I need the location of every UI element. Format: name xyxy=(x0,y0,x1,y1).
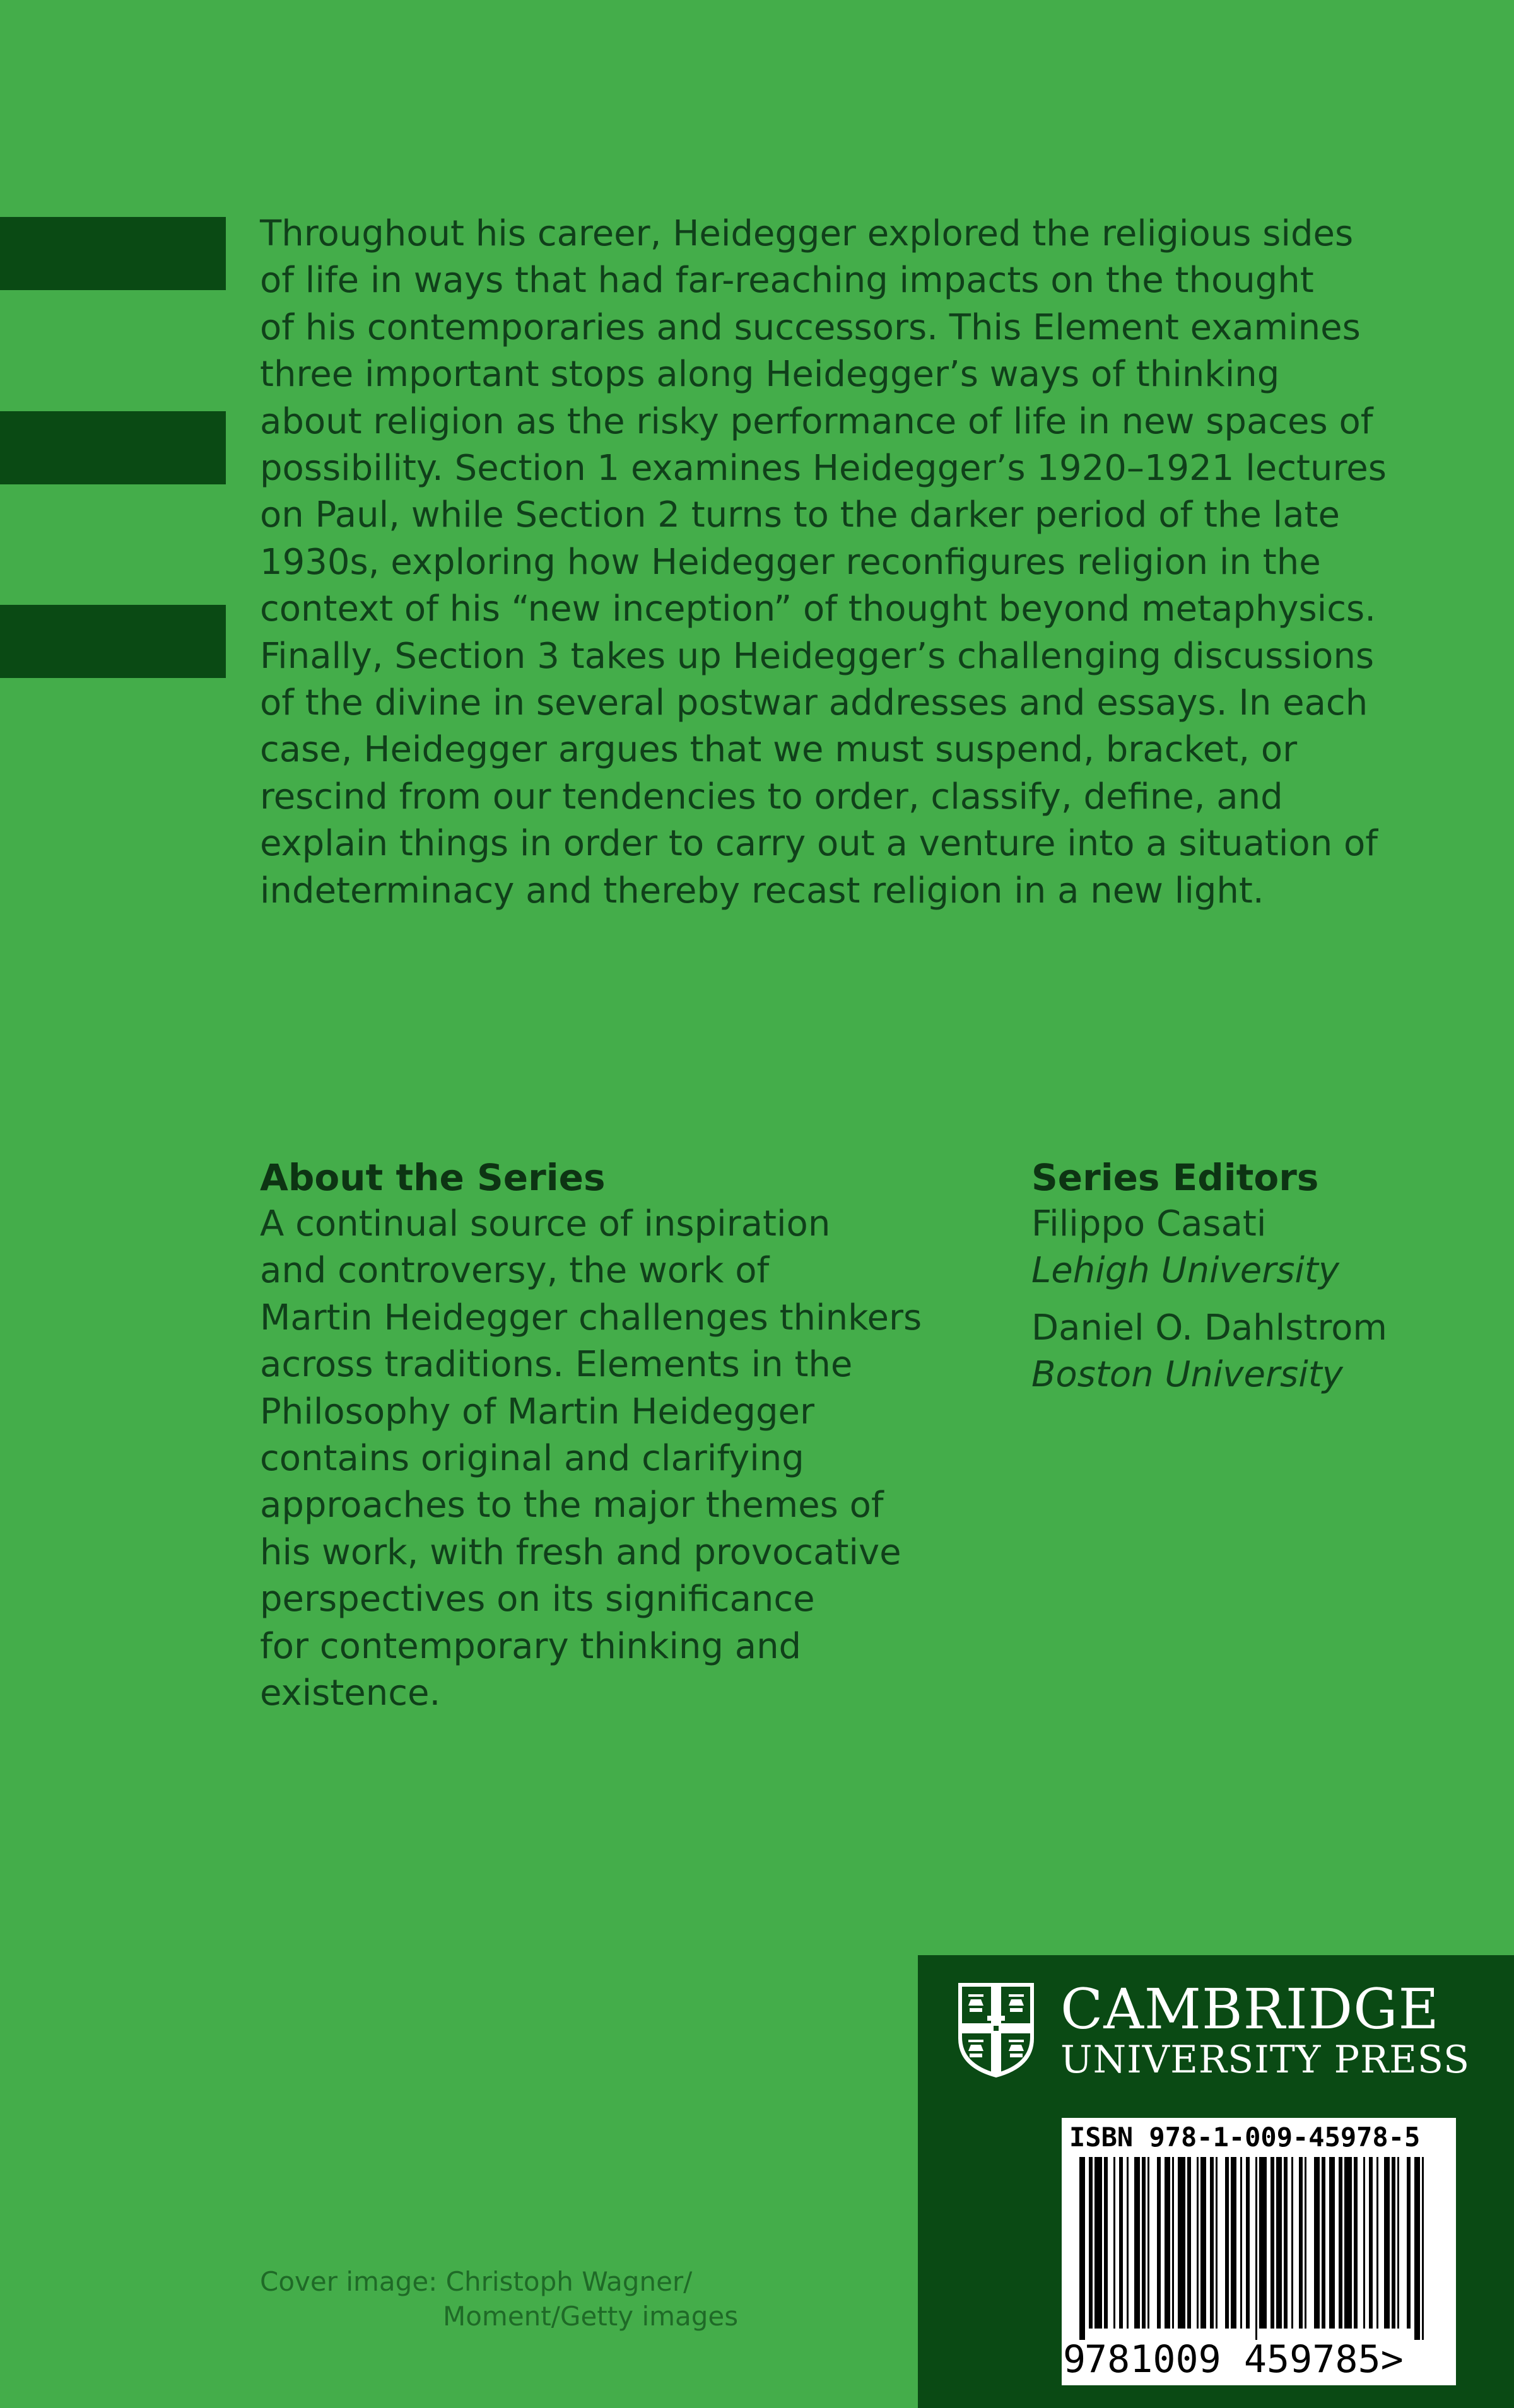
barcode-bar xyxy=(1240,2157,1242,2329)
about-line: Martin Heidegger challenges thinkers xyxy=(260,1297,922,1338)
about-heading: About the Series xyxy=(260,1156,606,1199)
barcode-bar xyxy=(1200,2157,1206,2329)
blurb-line: about religion as the risky performance of life in new spaces of xyxy=(260,400,1373,442)
decorative-bar-2 xyxy=(0,411,226,484)
blurb-line: context of his “new inception” of thought beyond metaphysics. xyxy=(260,588,1376,630)
barcode-bar xyxy=(1384,2157,1390,2329)
cover-image-credit xyxy=(260,2264,738,2334)
barcode-bar xyxy=(1284,2157,1288,2329)
barcode-bar xyxy=(1127,2157,1129,2329)
barcode-bar xyxy=(1392,2157,1395,2329)
series-editors xyxy=(1031,1154,1486,1398)
barcode-bar xyxy=(1354,2157,1358,2329)
barcode-digit-rest: 781009 459785 xyxy=(1084,2337,1381,2382)
barcode-digit-first: 9 xyxy=(1063,2337,1086,2382)
barcode-bar xyxy=(1210,2157,1214,2329)
barcode-bar xyxy=(1305,2157,1306,2329)
about-line: and controversy, the work of xyxy=(260,1250,770,1292)
barcode-bar xyxy=(1113,2157,1115,2329)
publisher-name-line-2: UNIVERSITY PRESS xyxy=(1060,2038,1470,2082)
barcode-bar xyxy=(1376,2157,1378,2329)
book-blurb xyxy=(260,211,1414,915)
decorative-bar-3 xyxy=(0,605,226,678)
blurb-line: of the divine in several postwar addresses and essays. In each xyxy=(260,682,1368,724)
barcode-bar xyxy=(1329,2157,1335,2329)
editor-affiliation: Boston University xyxy=(1031,1354,1343,1395)
barcode-bar xyxy=(1246,2157,1250,2329)
about-line: contains original and clarifying xyxy=(260,1438,804,1480)
publisher-name xyxy=(1060,1979,1470,2080)
barcode-bar xyxy=(1407,2157,1411,2329)
barcode-bar xyxy=(1134,2157,1140,2329)
about-line: perspectives on its significance xyxy=(260,1579,815,1620)
blurb-line: on Paul, while Section 2 turns to the darker period of the late xyxy=(260,494,1340,536)
barcode-bar xyxy=(1276,2157,1282,2329)
barcode-bar xyxy=(1104,2157,1108,2329)
about-line: A continual source of inspiration xyxy=(260,1203,831,1244)
blurb-line: of his contemporaries and successors. This Element examines xyxy=(260,307,1361,348)
about-line: across traditions. Elements in the xyxy=(260,1344,853,1386)
barcode-bar xyxy=(1119,2157,1123,2329)
blurb-line: three important stops along Heidegger’s ways of thinking xyxy=(260,354,1280,395)
blurb-line: explain things in order to carry out a venture into a situation of xyxy=(260,823,1378,865)
blurb-line: of life in ways that had far-reaching impacts on the thought xyxy=(260,260,1314,301)
blurb-line: rescind from our tendencies to order, classify, define, and xyxy=(260,776,1283,817)
credit-line-1: Cover image: Christoph Wagner/ xyxy=(260,2266,693,2297)
barcode-bar xyxy=(1339,2157,1342,2329)
barcode-bar xyxy=(1344,2157,1352,2329)
barcode-bar xyxy=(1291,2157,1293,2329)
barcode-bar xyxy=(1369,2157,1373,2329)
isbn-barcode xyxy=(1062,2118,1456,2385)
barcode-bar xyxy=(1172,2157,1174,2329)
blurb-line: Throughout his career, Heidegger explored the religious sides xyxy=(260,213,1354,254)
barcode-bar xyxy=(1094,2157,1102,2329)
barcode-bar xyxy=(1225,2157,1229,2329)
barcode-bar xyxy=(1322,2157,1325,2329)
decorative-bar-1 xyxy=(0,217,226,290)
publisher-name-line-1: CAMBRIDGE xyxy=(1060,1977,1440,2042)
barcode-bar xyxy=(1165,2157,1170,2329)
editor-affiliation: Lehigh University xyxy=(1031,1250,1340,1291)
barcode-bar xyxy=(1178,2157,1185,2329)
barcode-bar xyxy=(1089,2157,1093,2329)
blurb-line: indeterminacy and thereby recast religion in a new light. xyxy=(260,870,1264,911)
publisher-block xyxy=(918,1955,1514,2408)
barcode-bar xyxy=(1255,2157,1257,2340)
barcode-digit-end: > xyxy=(1380,2337,1404,2382)
barcode-bar xyxy=(1231,2157,1236,2329)
barcode-bar xyxy=(1147,2157,1149,2329)
barcode-bar xyxy=(1197,2157,1199,2329)
barcode-bar xyxy=(1314,2157,1320,2329)
barcode-bar xyxy=(1187,2157,1191,2329)
barcode-bar xyxy=(1422,2157,1424,2340)
barcode-bar xyxy=(1363,2157,1365,2329)
barcode-bar xyxy=(1397,2157,1399,2329)
isbn-label: ISBN 978-1-009-45978-5 xyxy=(1069,2122,1421,2153)
about-line: for contemporary thinking and xyxy=(260,1625,802,1667)
about-the-series xyxy=(260,1154,954,1717)
editor-name: Filippo Casati xyxy=(1031,1203,1267,1244)
blurb-line: possibility. Section 1 examines Heidegger’s 1920–1921 lectures xyxy=(260,448,1387,489)
barcode-bar xyxy=(1259,2157,1267,2329)
barcode-bar xyxy=(1216,2157,1218,2329)
about-line: existence. xyxy=(260,1673,441,1714)
barcode-digits xyxy=(1063,2339,1404,2380)
barcode-bar xyxy=(1299,2157,1303,2329)
about-text xyxy=(260,1201,954,1717)
blurb-line: case, Heidegger argues that we must suspend, bracket, or xyxy=(260,729,1298,771)
cambridge-crest-icon xyxy=(956,1980,1036,2080)
barcode-bar xyxy=(1414,2157,1420,2340)
about-line: his work, with fresh and provocative xyxy=(260,1531,901,1573)
editor-name: Daniel O. Dahlstrom xyxy=(1031,1307,1387,1348)
editors-heading: Series Editors xyxy=(1031,1156,1319,1199)
about-line: Philosophy of Martin Heidegger xyxy=(260,1391,814,1432)
barcode-bar xyxy=(1079,2157,1085,2340)
barcode-bar xyxy=(1142,2157,1146,2329)
about-line: approaches to the major themes of xyxy=(260,1485,884,1526)
blurb-line: 1930s, exploring how Heidegger reconfigures religion in the xyxy=(260,541,1321,583)
credit-line-2: Moment/Getty images xyxy=(443,2301,739,2332)
barcode-bars xyxy=(1076,2157,1429,2340)
barcode-bar xyxy=(1270,2157,1274,2329)
blurb-line: Finally, Section 3 takes up Heidegger’s challenging discussions xyxy=(260,635,1375,677)
barcode-bar xyxy=(1157,2157,1161,2329)
